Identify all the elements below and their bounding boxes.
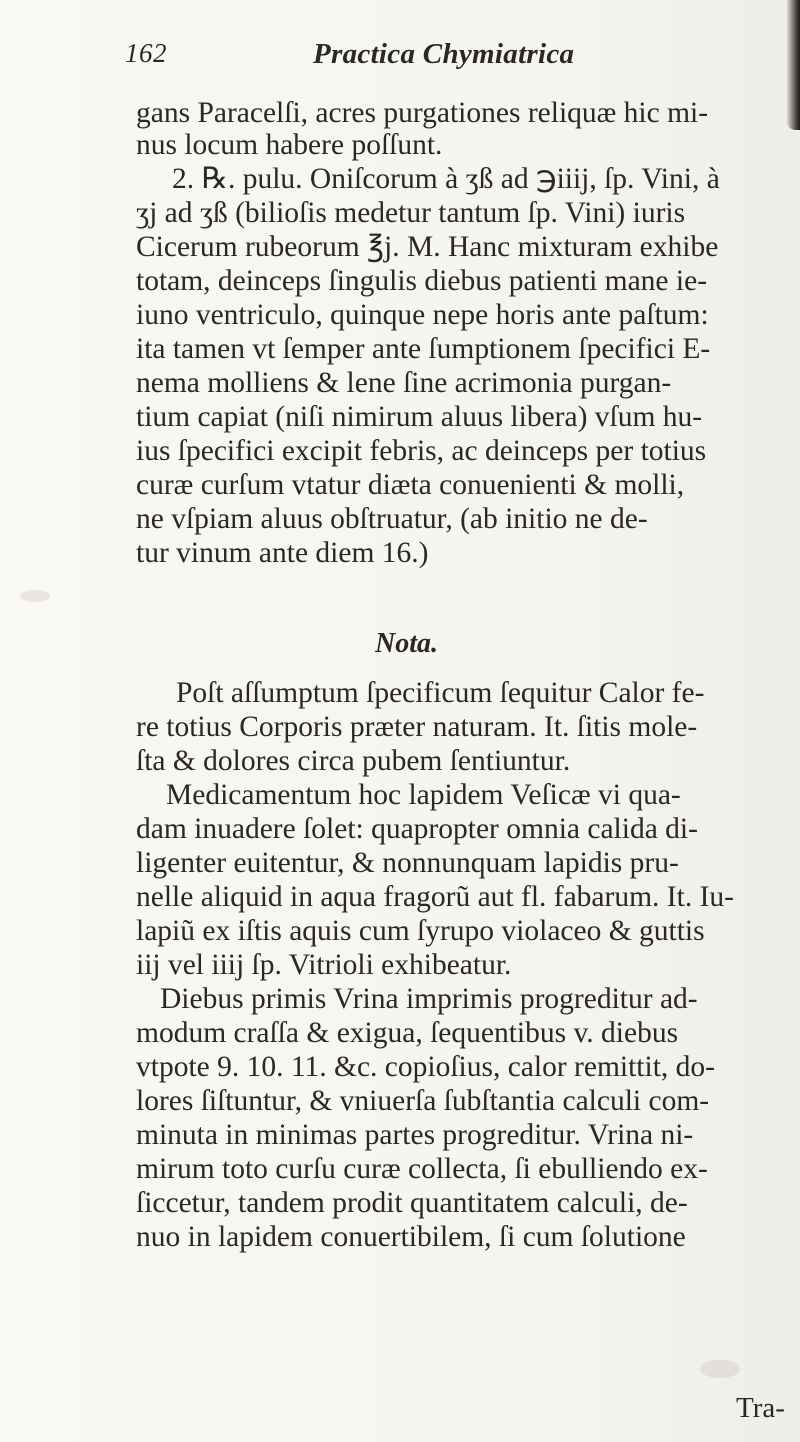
text-line: ita tamen vt ſemper ante ſumptionem ſpecifici E- — [136, 333, 711, 365]
text-line: nuo in lapidem conuertibilem, ſi cum ſolutione — [136, 1221, 686, 1253]
text-line: ʒj ad ʒß (bilioſis medetur tantum ſp. Vini) iuris — [136, 197, 686, 229]
text-line: Medicamentum hoc lapidem Veſicæ vi qua- — [166, 779, 681, 811]
text-line: gans Paracelſi, acres purgationes reliquæ hic mi- — [136, 97, 709, 129]
text-line: nus locum habere poſſunt. — [136, 129, 443, 161]
page-number: 162 — [125, 38, 167, 68]
text-line: ſiccetur, tandem prodit quantitatem calculi, de- — [136, 1187, 688, 1219]
text-line: iij vel iiij ſp. Vitrioli exhibeatur. — [136, 949, 512, 981]
text-line: vtpote 9. 10. 11. &c. copioſius, calor remittit, do- — [136, 1051, 715, 1083]
text-line: ius ſpecifici excipit febris, ac deinceps per totius — [136, 435, 707, 467]
text-line: 2. ℞. pulu. Oniſcorum à ʒß ad ℈iiij, ſp. Vini, à — [172, 163, 720, 195]
running-title: Practica Chymiatrica — [313, 38, 575, 70]
text-line: curæ curſum vtatur diæta conuenienti & molli, — [136, 469, 685, 501]
text-line: lapiũ ex iſtis aquis cum ſyrupo violaceo & guttis — [136, 915, 705, 947]
catchword: Tra- — [736, 1392, 785, 1424]
text-line: ne vſpiam aluus obſtruatur, (ab initio ne de- — [136, 503, 648, 535]
text-line: nelle aliquid in aqua fragorũ aut fl. fabarum. It. Iu- — [136, 881, 734, 913]
ink-smudge — [700, 1360, 740, 1378]
text-line: re totius Corporis præter naturam. It. ſitis mole- — [136, 711, 698, 743]
text-line: iuno ventriculo, quinque nepe horis ante paſtum: — [136, 299, 709, 331]
text-line: lores ſiſtuntur, & vniuerſa ſubſtantia calculi com- — [136, 1085, 710, 1117]
text-line: tium capiat (niſi nimirum aluus libera) vſum hu- — [136, 401, 703, 433]
text-line: ſta & dolores circa pubem ſentiuntur. — [136, 745, 571, 777]
text-line: dam inuadere ſolet: quapropter omnia calida di- — [136, 813, 698, 845]
text-line: tur vinum ante diem 16.) — [136, 537, 429, 569]
section-heading: Nota. — [375, 628, 438, 659]
text-line: mirum toto curſu curæ collecta, ſi ebulliendo ex- — [136, 1153, 708, 1185]
text-line: totam, deinceps ſingulis diebus patienti mane ie- — [136, 265, 708, 297]
text-line: Poſt aſſumptum ſpecificum ſequitur Calor fe- — [176, 677, 705, 709]
text-line: Diebus primis Vrina imprimis progreditur ad- — [160, 983, 698, 1015]
page-header — [125, 38, 685, 82]
text-line: minuta in minimas partes progreditur. Vrina ni- — [136, 1119, 694, 1151]
page-edge-shadow — [786, 0, 800, 130]
text-line: Cicerum rubeorum ℥j. M. Hanc mixturam exhibe — [136, 231, 719, 263]
text-line: nema molliens & lene ſine acrimonia purgan- — [136, 367, 672, 399]
text-line: modum craſſa & exigua, ſequentibus v. diebus — [136, 1017, 679, 1049]
ink-smudge — [20, 590, 50, 602]
text-line: ligenter euitentur, & nonnunquam lapidis pru- — [136, 847, 679, 879]
